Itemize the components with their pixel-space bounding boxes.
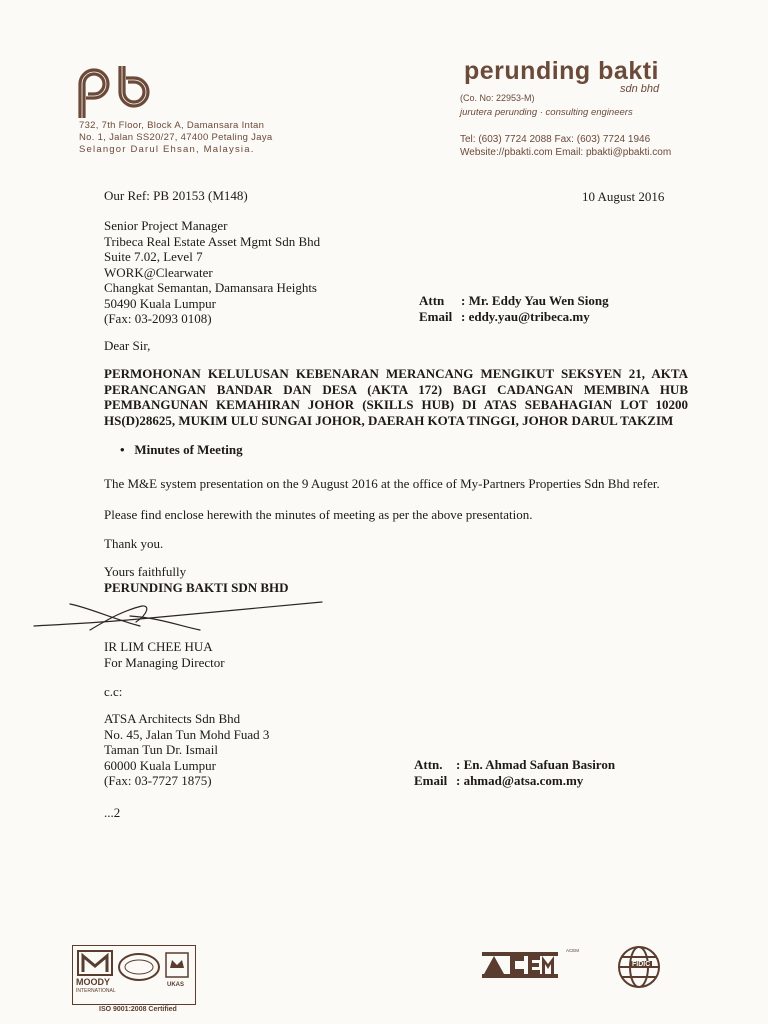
recipient-attention	[419, 293, 609, 324]
ukas-text: UKAS	[167, 982, 185, 988]
company-number: (Co. No: 22953-M)	[460, 93, 535, 103]
company-contact	[460, 133, 671, 159]
cc-address-line: (Fax: 03-7727 1875)	[104, 773, 212, 788]
bullet-text: Minutes of Meeting	[134, 442, 243, 457]
cc-attention	[414, 757, 615, 788]
cc-email-value: : ahmad@atsa.com.my	[456, 772, 584, 788]
signer-block	[104, 639, 225, 670]
email-value: : eddy.yau@tribeca.my	[461, 308, 590, 324]
certification-logos	[72, 945, 196, 1005]
closing-block	[104, 564, 289, 595]
closing-company: PERUNDING BAKTI SDN BHD	[104, 579, 289, 595]
moody-text: MOODY	[76, 977, 111, 987]
company-tagline: jurutera perunding · consulting engineers	[460, 107, 633, 118]
cc-address-line: 60000 Kuala Lumpur	[104, 757, 216, 773]
contact-phone-fax: Tel: (603) 7724 2088 Fax: (603) 7724 1946	[460, 134, 651, 145]
bullet-icon: •	[120, 442, 135, 457]
cc-attn-label: Attn.	[414, 757, 443, 772]
acem-text: ACEM	[566, 948, 580, 953]
company-suffix: sdn bhd	[620, 83, 660, 95]
recipient-line: Suite 7.02, Level 7	[104, 249, 203, 264]
recipient-line: Changkat Semantan, Damansara Heights	[104, 280, 317, 295]
company-address	[79, 120, 272, 156]
cc-email-label: Email	[414, 772, 448, 788]
email-label: Email	[419, 308, 453, 324]
subject-bullet	[120, 442, 243, 458]
iso-certification: ISO 9001:2008 Certified	[99, 1006, 177, 1013]
standards-seal	[117, 952, 161, 982]
recipient-line: WORK@Clearwater	[104, 264, 213, 280]
reference-number: Our Ref: PB 20153 (M148)	[104, 188, 248, 203]
address-line: Selangor Darul Ehsan, Malaysia.	[79, 144, 255, 155]
cc-address-line: No. 45, Jalan Tun Mohd Fuad 3	[104, 726, 270, 742]
subject-heading: PERMOHONAN KELULUSAN KEBENARAN MERANCANG MENGIKUT SEKSYEN 21, AKTA PERANCANGAN BANDAR DAN DESA (AKTA 172) BAGI CADANGAN MEMBINA HUB PEMBANGUNAN KEMAHIRAN JOHOR (SKILLS HUB) DI ATAS SEBAHAGIAN LOT 10200 HS(D)28625, MUKIM ULU SUNGAI JOHOR, DAERAH KOTA TINGGI, JOHOR DARUL TAKZIM	[104, 366, 688, 428]
recipient-line: (Fax: 03-2093 0108)	[104, 311, 212, 326]
fidic-text: FIDIC	[632, 961, 651, 968]
greeting: Dear Sir,	[104, 338, 151, 353]
cc-address-line: Taman Tun Dr. Ismail	[104, 742, 218, 757]
acem-logo	[480, 944, 560, 986]
letter-date: 10 August 2016	[582, 189, 665, 204]
paragraph-enclosure: Please find enclose herewith the minutes of meeting as per the above presentation.	[104, 507, 533, 522]
attn-value: : Mr. Eddy Yau Wen Siong	[461, 293, 609, 308]
address-line: No. 1, Jalan SS20/27, 47400 Petaling Jaya	[79, 132, 273, 143]
attn-label: Attn	[419, 293, 445, 308]
thanks-line: Thank you.	[104, 536, 164, 551]
ukas-crown-icon	[165, 952, 189, 978]
paragraph-presentation: The M&E system presentation on the 9 August 2016 at the office of My-Partners Properties Sdn Bhd refer.	[104, 476, 660, 491]
letterhead	[0, 0, 768, 170]
recipient-line: 50490 Kuala Lumpur	[104, 295, 216, 311]
cc-attn-value: : En. Ahmad Safuan Basiron	[456, 757, 616, 772]
company-name: perunding bakti	[464, 57, 659, 85]
company-logo	[74, 62, 156, 120]
cc-address	[104, 711, 269, 789]
recipient-address	[104, 218, 320, 327]
closing-phrase: Yours faithfully	[104, 564, 187, 579]
address-line: 732, 7th Floor, Block A, Damansara Intan	[79, 120, 265, 131]
cc-address-line: ATSA Architects Sdn Bhd	[104, 711, 241, 726]
signature	[30, 596, 330, 636]
moody-subtext: INTERNATIONAL	[76, 988, 116, 994]
recipient-line: Senior Project Manager	[104, 218, 228, 233]
cc-label: c.c:	[104, 684, 123, 699]
page-continuation: ...2	[104, 805, 121, 820]
signer-role: For Managing Director	[104, 654, 225, 670]
contact-web-email: Website://pbakti.com Email: pbakti@pbakti.com	[460, 147, 672, 158]
recipient-line: Tribeca Real Estate Asset Mgmt Sdn Bhd	[104, 233, 321, 249]
signer-name: IR LIM CHEE HUA	[104, 639, 213, 654]
